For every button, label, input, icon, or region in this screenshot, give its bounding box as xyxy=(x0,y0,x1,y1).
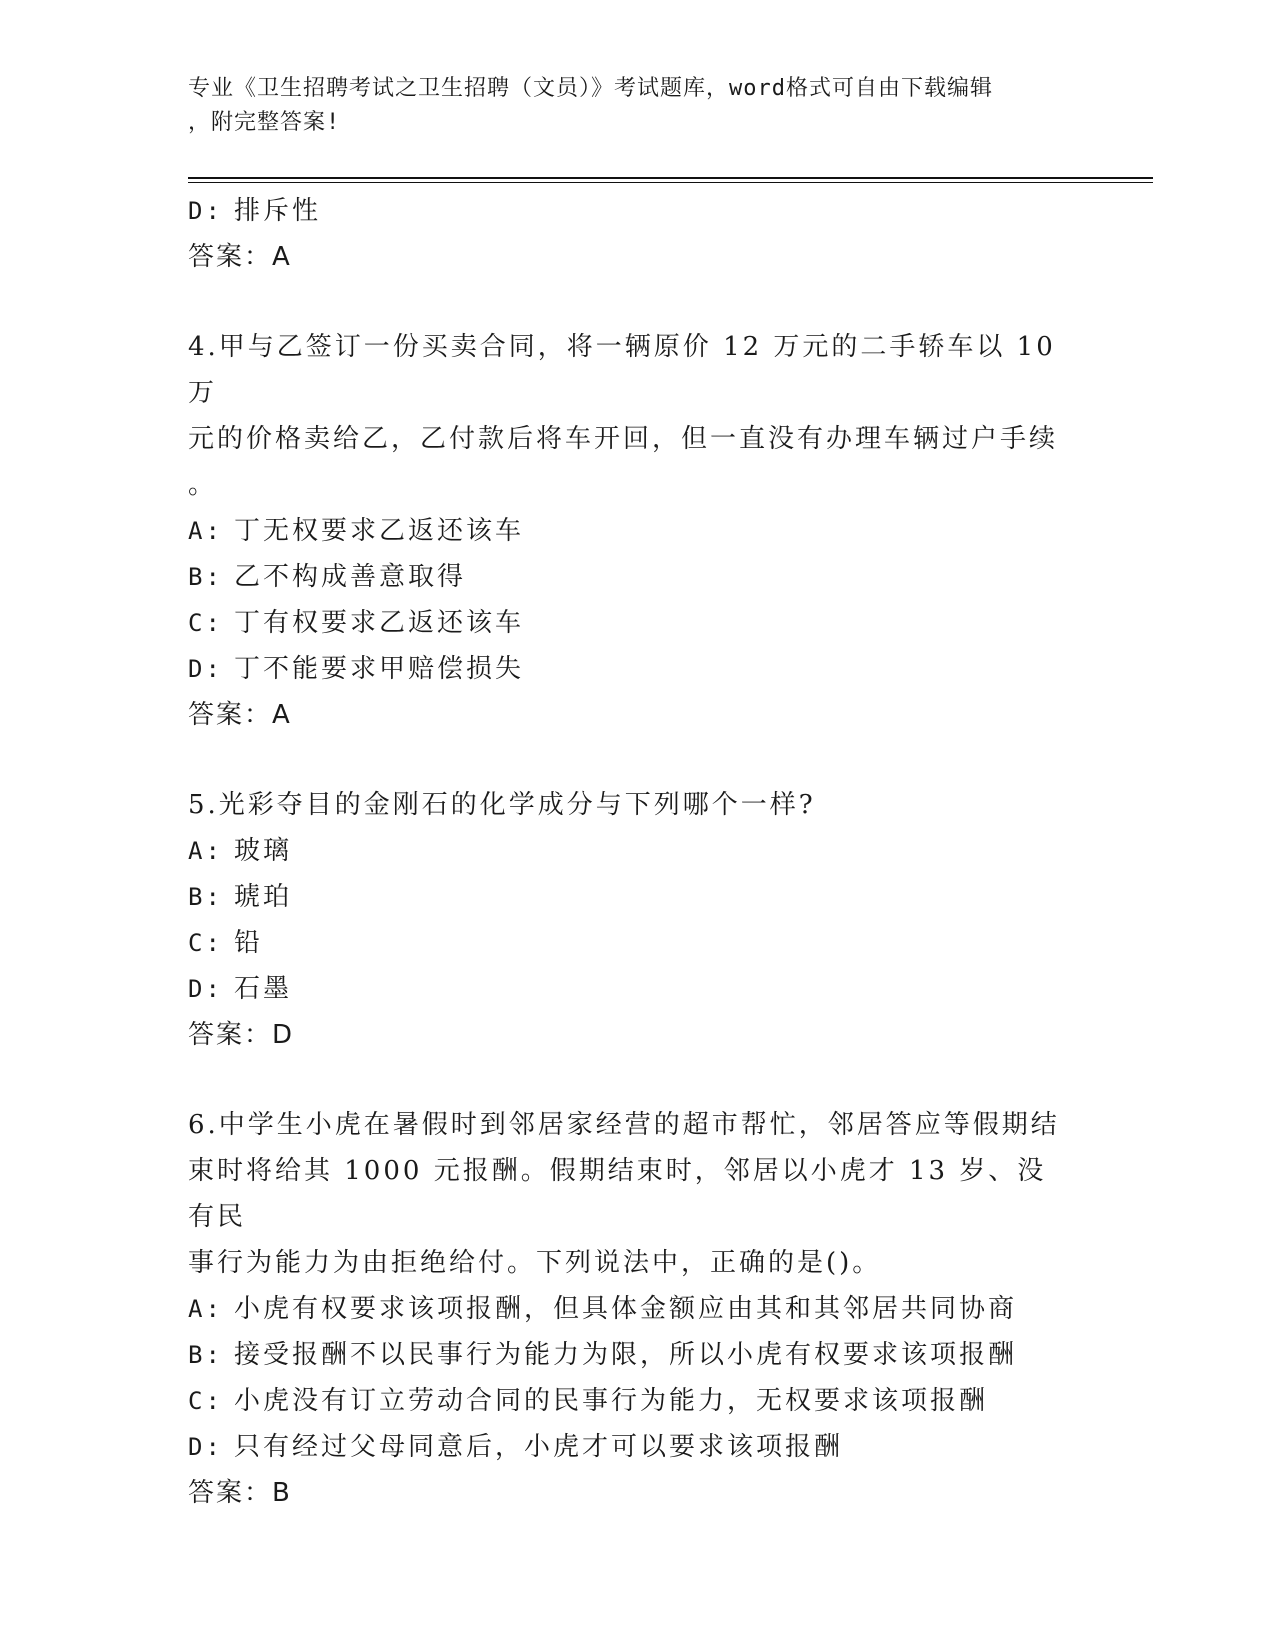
option-text: 小虎有权要求该项报酬，但具体金额应由其和其邻居共同协商 xyxy=(234,1294,1018,1324)
question-3-option-d xyxy=(188,188,1068,234)
question-4-stem-line-3: 。 xyxy=(188,470,218,500)
option-text: 丁不能要求甲赔偿损失 xyxy=(234,654,525,684)
header-divider-thin xyxy=(188,182,1153,183)
question-5-stem-line-1: 5.光彩夺目的金刚石的化学成分与下列哪个一样? xyxy=(188,790,816,820)
question-6-stem-line-1: 6.中学生小虎在暑假时到邻居家经营的超市帮忙，邻居答应等假期结 xyxy=(188,1110,1060,1140)
question-4-stem-line-1: 4.甲与乙签订一份买卖合同，将一辆原价 12 万元的二手轿车以 10 万 xyxy=(188,332,1068,408)
option-text: 丁无权要求乙返还该车 xyxy=(234,516,525,546)
option-letter: A: xyxy=(188,1295,223,1323)
question-5-option-c xyxy=(188,920,1068,966)
option-text: 排斥性 xyxy=(234,196,322,226)
question-6 xyxy=(188,1102,1068,1516)
option-letter: B: xyxy=(188,1341,223,1369)
option-text: 铅 xyxy=(234,928,264,958)
spacer xyxy=(188,738,1068,782)
option-letter: C: xyxy=(188,609,223,637)
option-letter: D: xyxy=(188,655,223,683)
question-6-answer: 答案：B xyxy=(188,1478,292,1508)
question-6-stem-line-3: 事行为能力为由拒绝给付。下列说法中，正确的是()。 xyxy=(188,1248,882,1278)
question-4-option-d xyxy=(188,646,1068,692)
question-5-option-d xyxy=(188,966,1068,1012)
question-4-option-b xyxy=(188,554,1068,600)
question-6-option-d xyxy=(188,1424,1068,1470)
option-letter: C: xyxy=(188,1387,223,1415)
option-text: 只有经过父母同意后，小虎才可以要求该项报酬 xyxy=(234,1432,844,1462)
option-letter: B: xyxy=(188,883,223,911)
option-letter: D: xyxy=(188,1433,223,1461)
option-text: 石墨 xyxy=(234,974,293,1004)
header-divider-thick xyxy=(188,177,1153,179)
option-text: 小虎没有订立劳动合同的民事行为能力，无权要求该项报酬 xyxy=(234,1386,989,1416)
question-6-stem-line-2: 束时将给其 1000 元报酬。假期结束时，邻居以小虎才 13 岁、没有民 xyxy=(188,1156,1047,1232)
option-text: 琥珀 xyxy=(234,882,293,912)
option-letter: D: xyxy=(188,197,223,225)
question-4-stem-line-2: 元的价格卖给乙，乙付款后将车开回，但一直没有办理车辆过户手续 xyxy=(188,424,1059,454)
option-letter: D: xyxy=(188,975,223,1003)
question-4-option-a xyxy=(188,508,1068,554)
question-5-option-a xyxy=(188,828,1068,874)
question-3-answer: 答案：A xyxy=(188,242,292,272)
question-5-option-b xyxy=(188,874,1068,920)
question-4 xyxy=(188,324,1068,738)
question-5 xyxy=(188,782,1068,1058)
option-letter: A: xyxy=(188,517,223,545)
option-letter: A: xyxy=(188,837,223,865)
spacer xyxy=(188,1058,1068,1102)
question-6-option-c xyxy=(188,1378,1068,1424)
spacer xyxy=(188,280,1068,324)
question-5-answer: 答案：D xyxy=(188,1020,295,1050)
option-text: 丁有权要求乙返还该车 xyxy=(234,608,525,638)
document-header xyxy=(188,72,1068,140)
question-6-option-a xyxy=(188,1286,1068,1332)
question-3-tail xyxy=(188,188,1068,280)
option-letter: C: xyxy=(188,929,223,957)
question-list xyxy=(188,188,1068,1516)
question-6-option-b xyxy=(188,1332,1068,1378)
question-4-answer: 答案：A xyxy=(188,700,292,730)
header-line-1: 专业《卫生招聘考试之卫生招聘（文员）》考试题库，word格式可自由下载编辑 xyxy=(188,76,993,101)
option-letter: B: xyxy=(188,563,223,591)
option-text: 乙不构成善意取得 xyxy=(234,562,467,592)
question-4-option-c xyxy=(188,600,1068,646)
option-text: 玻璃 xyxy=(234,836,293,866)
header-line-2: ，附完整答案! xyxy=(188,110,341,135)
option-text: 接受报酬不以民事行为能力为限，所以小虎有权要求该项报酬 xyxy=(234,1340,1018,1370)
